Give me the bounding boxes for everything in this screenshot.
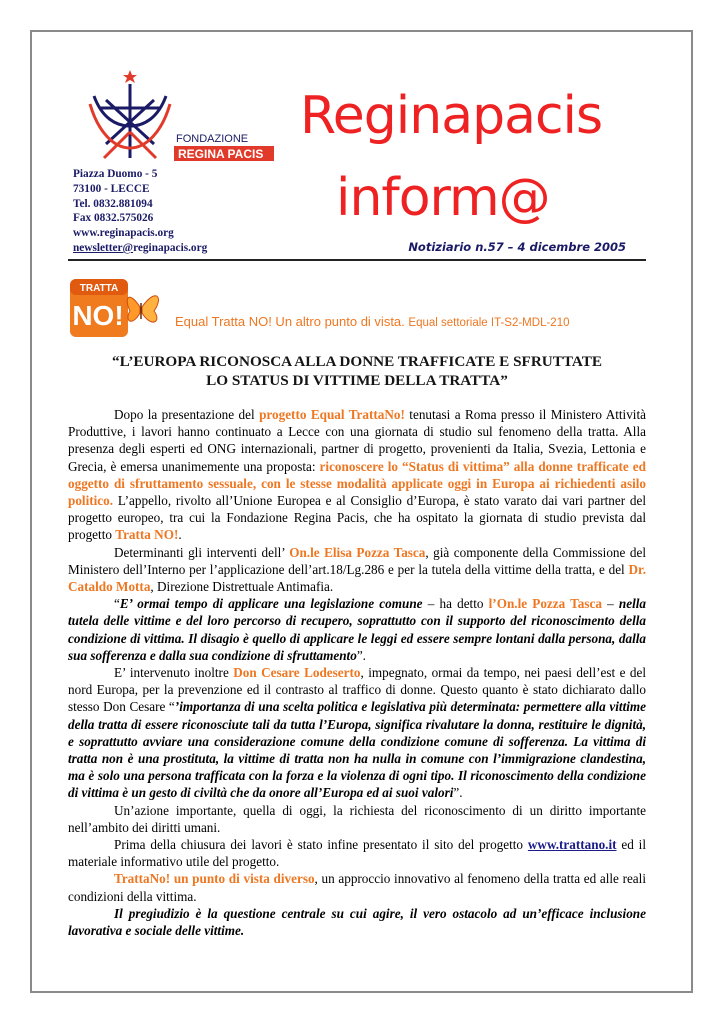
paragraph-7 (68, 870, 646, 904)
article-body (68, 406, 646, 939)
address-street: Piazza Duomo - 5 (73, 168, 158, 180)
paragraph-1 (68, 406, 646, 544)
p1-proposal: riconoscere lo “Status di vittima” alla donne trafficate ed oggetto di sfruttamento sessuale, con le stesse modalità applicate oggi in Europa ai richiedenti asilo politico. (68, 458, 646, 509)
email-domain: reginapacis.org (133, 241, 208, 254)
equal-sub: Equal settoriale IT-S2-MDL-210 (408, 317, 570, 329)
p1-project-name: Tratta NO! (115, 527, 179, 543)
logo-line2: REGINA PACIS (178, 147, 264, 161)
badge-bottom: NO! (72, 300, 124, 331)
p3-text-a: “ (114, 596, 120, 612)
p1-text-g: . (178, 527, 182, 543)
p1-text-c: tenutasi a Roma presso il Ministero Attività Produttive, i lavori hanno continuato a Lecce con una giornata di studio sul fenomeno della tratta. Alla presenza degli esperti ed ONG internazionali, partner di progetto, provenienti da Italia, Svezia, Lettonia e Grecia, è emersa unanimemente una proposta: (68, 407, 646, 474)
p2-text-c: , già componente della Commissione del Ministero dell’Interno per l’applicazione dell’art.18/Lg.286 e per la tutela della vittime della tratta, e del (68, 544, 646, 577)
address-fax: Fax 0832.575026 (73, 212, 154, 225)
logo-line1: FONDAZIONE (176, 133, 249, 145)
paragraph-5: Un’azione importante, quella di oggi, la richiesta del riconoscimento di un diritto importante nell’ambito dei diritti umani. (68, 802, 646, 835)
p3-text-c: – ha detto (422, 596, 489, 612)
p2-text-e: , Direzione Distrettuale Antimafia. (150, 579, 334, 595)
p2-name-pozza-tasca: On.le Elisa Pozza Tasca (289, 544, 426, 560)
p6-text-a: Prima della chiusura dei lavori è stato infine presentato il sito del progetto (114, 837, 528, 853)
address-tel: Tel. 0832.881094 (73, 197, 153, 210)
p1-project-link: progetto Equal TrattaNo! (259, 407, 405, 422)
tratta-no-badge (68, 277, 166, 341)
equal-line (175, 314, 569, 329)
issue-info: Notiziario n.57 – 4 dicembre 2005 (408, 240, 626, 254)
badge-top: TRATTA (79, 283, 119, 294)
p3-quote: nella tutela delle vittime e del loro percorso di recupero, soprattutto con il supporto del riconoscimento della condizione di vittima. Il disagio è quello di applicare le leggi ed essere sempre lontani dalla persona, dalla sua sofferenza e dalla sua condizione di sfruttamento (68, 596, 646, 663)
headline-line1: “L’EUROPA RICONOSCA ALLA DONNE TRAFFICATE E SFRUTTATE (111, 353, 603, 370)
p3-text-e: – (601, 596, 619, 612)
p7-highlight: TrattaNo! un punto di vista diverso (114, 871, 315, 887)
fondazione-logo (80, 68, 290, 173)
p4-text-e: ”. (453, 785, 463, 801)
p1-text-e: L’appello, rivolto all’Unione Europea e al Consiglio d’Europa, è stato varato dai vari partner del progetto europeo, tra cui la Fondazione Regina Pacis, che ha ospitato la giornata di studio prevista dal progetto (68, 493, 646, 543)
p6-text-c: ed il materiale informativo utile del progetto. (68, 837, 647, 870)
trattano-link[interactable]: www.trattano.it (527, 837, 617, 853)
p1-text-a: Dopo la presentazione del (114, 407, 260, 422)
p2-text-a: Determinanti gli interventi dell’ (114, 544, 290, 560)
address-web[interactable]: www.reginapacis.org (73, 227, 174, 240)
paragraph-4 (68, 664, 646, 802)
equal-main: Equal Tratta NO! Un altro punto di vista. (175, 314, 405, 329)
header-rule (68, 259, 646, 261)
p7-text-b: , un approccio innovativo al fenomeno della tratta ed alle reali condizioni della vittima. (68, 871, 646, 904)
p4-text-a: E’ intervenuto inoltre (114, 665, 234, 681)
article-headline (68, 352, 646, 390)
masthead-title-line1: Reginapacis (300, 86, 603, 146)
p3-name: l’On.le Pozza Tasca (488, 596, 602, 612)
p2-name-motta: Dr. Cataldo Motta (68, 561, 646, 595)
paragraph-2 (68, 544, 646, 596)
masthead-title-line2: inform@ (336, 168, 550, 228)
p4-text-c: , impegnato, ormai da tempo, nei paesi dell’est e del nord Europa, per la prevenzione ed il contrasto al traffico di donne. Questo quanto è stato dichiarato dallo stesso Don Cesare “ (68, 665, 646, 715)
p3-quote-start: E’ ormai tempo di applicare una legislazione comune (119, 596, 423, 612)
address-city: 73100 - LECCE (73, 182, 150, 195)
p3-text-g: ”. (356, 647, 366, 663)
paragraph-3 (68, 595, 646, 664)
p4-name-lodeserto: Don Cesare Lodeserto (233, 665, 361, 681)
address-block (73, 167, 207, 256)
p4-quote: ’importanza di una scelta politica e legislativa più determinata: permettere alla vittime della tratta di essere riconosciute tali da tutta l’Europa, significa rivalutare la donna, restituire le dignità, e soprattutto avviare una considerazione comune della condizione comune di sofferenza. La vittima di tratta non è una prostituta, la vittime di tratta non ha nulla in comune con l’immigrazione clandestina, ma è solo una persona trafficata con la forza e la violenza di ogni tipo. Il riconoscimento della condizione di vittima è un gesto di civiltà che da onore all’Europa ed ai suoi valori (68, 699, 647, 801)
paragraph-8: Il pregiudizio è la questione centrale su cui agire, il vero ostacolo ad un’efficace inclusione lavorativa e sociale delle vittime. (68, 905, 646, 939)
headline-line2: LO STATUS DI VITTIME DELLA TRATTA” (206, 372, 508, 389)
email-user: newsletter@ (73, 241, 134, 254)
address-email[interactable] (73, 241, 207, 256)
butterfly-icon (127, 296, 158, 322)
paragraph-6 (68, 836, 646, 870)
